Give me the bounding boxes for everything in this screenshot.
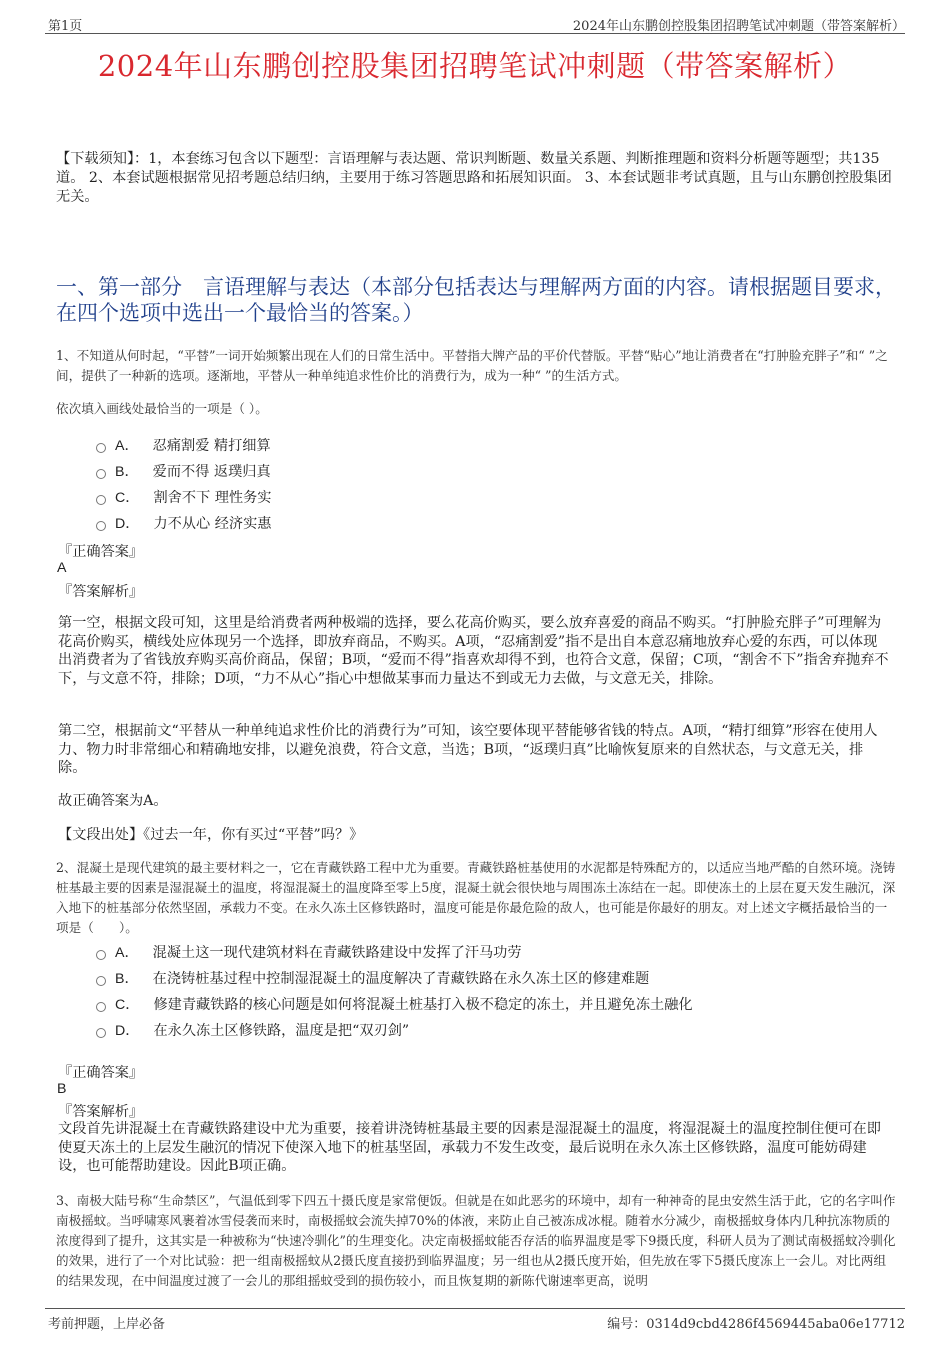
download-notice: 【下载须知】：1，本套练习包含以下题型：言语理解与表达题、常识判断题、数量关系题、判断推理题和资料分析题等题型；共135道。 2、本套试题根据常见招考题总结归纳，主要用于练习答题思路和拓展知识面。 3、本套试题非考试真题，且与山东鹏创控股集团无关。: [56, 151, 892, 205]
question-1-analysis-label: 『答案解析』: [58, 584, 144, 600]
radio-icon[interactable]: [96, 950, 106, 960]
question-2-answer: B: [57, 1081, 67, 1097]
question-1-conclusion: 故正确答案为A。: [58, 793, 168, 809]
question-3-text: 3、南极大陆号称“生命禁区”，气温低到零下四五十摄氏度是家常便饭。但就是在如此恶劣的环境中，却有一种神奇的昆虫安然生活于此，它的名字叫作南极摇蚊。当呼啸寒风裹着冰雪侵袭而来时，南极摇蚊会流失掉70%的体液，来防止自己被冻成冰棍。随着水分减少，南极摇蚊身体内几种抗冻物质的浓度得到了提升，这其实是一种被称为“快速冷驯化”的生理变化。决定南极摇蚊能否存活的临界温度是零下9摄氏度，科研人员为了测试南极摇蚊冷驯化的效果，进行了一个对比试验：把一组南极摇蚊从2摄氏度直接扔到临界温度；另一组也从2摄氏度开始，但先放在零下5摄氏度冻上一会儿。对比两组的结果发现，在中间温度过渡了一会儿的那组摇蚊受到的损伤较小，而且恢复期的新陈代谢速率更高，说明: [56, 1193, 896, 1288]
question-2-analysis-label: 『答案解析』: [58, 1104, 144, 1120]
question-1-analysis-paragraph: 第一空，根据文段可知，这里是给消费者两种极端的选择，要么花高价购买，要么放弃喜爱的商品不购买。“打肿脸充胖子”可理解为花高价购买，横线处应体现另一个选择，即放弃商品，不购买。A项，“忍痛割爱”指不是出自本意忍痛地放弃心爱的东西，可以体现出消费者为了省钱放弃购买高价商品，保留；B项，“爱而不得”指喜欢却得不到，也符合文意，保留；C项，“割舍不下”指舍弃抛弃不下，与文意不符，排除；D项，“力不从心”指心中想做某事而力量达不到或无力去做，与文意无关，排除。: [58, 615, 889, 687]
option-letter: A．: [115, 945, 139, 961]
header-doc-title: 2024年山东鹏创控股集团招聘笔试冲刺题（带答案解析）: [572, 19, 905, 34]
option-letter: C．: [115, 490, 140, 506]
footer-serial-number: 编号：0314d9cbd4286f4569445aba06e17712: [607, 1317, 905, 1332]
radio-icon[interactable]: [96, 976, 106, 986]
option-text: 在永久冻土区修铁路，温度是把“双刃剑”: [153, 1023, 410, 1039]
option-text: 力不从心 经济实惠: [153, 516, 272, 532]
question-1-prompt: 依次填入画线处最恰当的一项是（ ）。: [56, 401, 268, 416]
question-2-analysis: 文段首先讲混凝土在青藏铁路建设中尤为重要，接着讲浇铸桩基最主要的因素是湿混凝土的温度，将湿混凝土的温度控制住便可在即使夏天冻土的上层发生融沉的情况下使深入地下的桩基坚固，承载力不发生改变，最后说明在永久冻土区修铁路，温度可能妨碍建设，也可能帮助建设。因此B项正确。: [58, 1121, 881, 1174]
option-text: 在浇铸桩基过程中控制湿混凝土的温度解决了青藏铁路在永久冻土区的修建难题: [152, 971, 650, 987]
radio-icon[interactable]: [96, 1028, 106, 1038]
radio-icon[interactable]: [96, 521, 106, 531]
question-2-text: 2、混凝土是现代建筑的最主要材料之一，它在青藏铁路工程中尤为重要。青藏铁路桩基使用的水泥都是特殊配方的，以适应当地严酷的自然环境。浇铸桩基最主要的因素是湿混凝土的温度，将湿混凝土的温度降至零上5度，混凝土就会很快地与周围冻土冻结在一起。即使冻土的上层在夏天发生融沉，深入地下的桩基部分依然坚固，承载力不变。在永久冻土区修铁路时，温度可能是你最危险的敌人，也可能是你最好的朋友。对上述文字概括最恰当的一项是（ ）。: [56, 860, 896, 935]
option-letter: B．: [115, 971, 139, 987]
footer-slogan: 考前押题，上岸必备: [48, 1317, 166, 1332]
question-1-analysis-paragraph: 第二空，根据前文“平替从一种单纯追求性价比的消费行为”可知，该空要体现平替能够省钱的特点。A项，“精打细算”形容在使用人力、物力时非常细心和精确地安排，以避免浪费，符合文意，当选；B项，“返璞归真”比喻恢复原来的自然状态，与文意无关，排除。: [58, 723, 878, 776]
option-text: 爱而不得 返璞归真: [152, 464, 271, 480]
question-1-answer: A: [57, 560, 67, 576]
question-1-source: 【文段出处】《过去一年，你有买过“平替”吗？》: [58, 827, 364, 843]
question-2-option-b[interactable]: [96, 965, 693, 991]
option-text: 割舍不下 理性务实: [153, 490, 272, 506]
option-letter: C．: [115, 997, 140, 1013]
option-letter: D．: [115, 516, 140, 532]
question-2-option-d[interactable]: [96, 1017, 693, 1043]
radio-icon[interactable]: [96, 469, 106, 479]
question-2-options: [96, 939, 693, 1043]
question-2-option-a[interactable]: [96, 939, 693, 965]
question-1-text: 1、不知道从何时起，“平替”一词开始频繁出现在人们的日常生活中。平替指大牌产品的平价代替版。平替“贴心”地让消费者在“打肿脸充胖子”和“ ”之间，提供了一种新的选项。逐渐地，平替从一种单纯追求性价比的消费行为，成为一种“ ”的生活方式。: [56, 348, 888, 383]
option-letter: A．: [115, 438, 139, 454]
question-1-options: [96, 432, 271, 536]
radio-icon[interactable]: [96, 1002, 106, 1012]
header-divider: [45, 33, 905, 34]
page-number: 第1页: [48, 19, 83, 34]
footer-divider: [45, 1308, 905, 1309]
question-1-option-d[interactable]: [96, 510, 271, 536]
radio-icon[interactable]: [96, 443, 106, 453]
question-2-answer-label: 『正确答案』: [58, 1065, 144, 1081]
option-letter: B．: [115, 464, 139, 480]
question-1-option-a[interactable]: [96, 432, 271, 458]
option-text: 混凝土这一现代建筑材料在青藏铁路建设中发挥了汗马功劳: [152, 945, 522, 961]
question-2-option-c[interactable]: [96, 991, 693, 1017]
option-text: 忍痛割爱 精打细算: [152, 438, 271, 454]
question-1-answer-label: 『正确答案』: [58, 544, 144, 560]
page-title: 2024年山东鹏创控股集团招聘笔试冲刺题（带答案解析）: [97, 49, 853, 83]
option-letter: D．: [115, 1023, 140, 1039]
section-title: 一、第一部分 言语理解与表达（本部分包括表达与理解两方面的内容。请根据题目要求，在四个选项中选出一个最恰当的答案。）: [56, 275, 896, 325]
question-1-option-b[interactable]: [96, 458, 271, 484]
radio-icon[interactable]: [96, 495, 106, 505]
question-1-option-c[interactable]: [96, 484, 271, 510]
option-text: 修建青藏铁路的核心问题是如何将混凝土桩基打入极不稳定的冻土，并且避免冻土融化: [153, 997, 693, 1013]
